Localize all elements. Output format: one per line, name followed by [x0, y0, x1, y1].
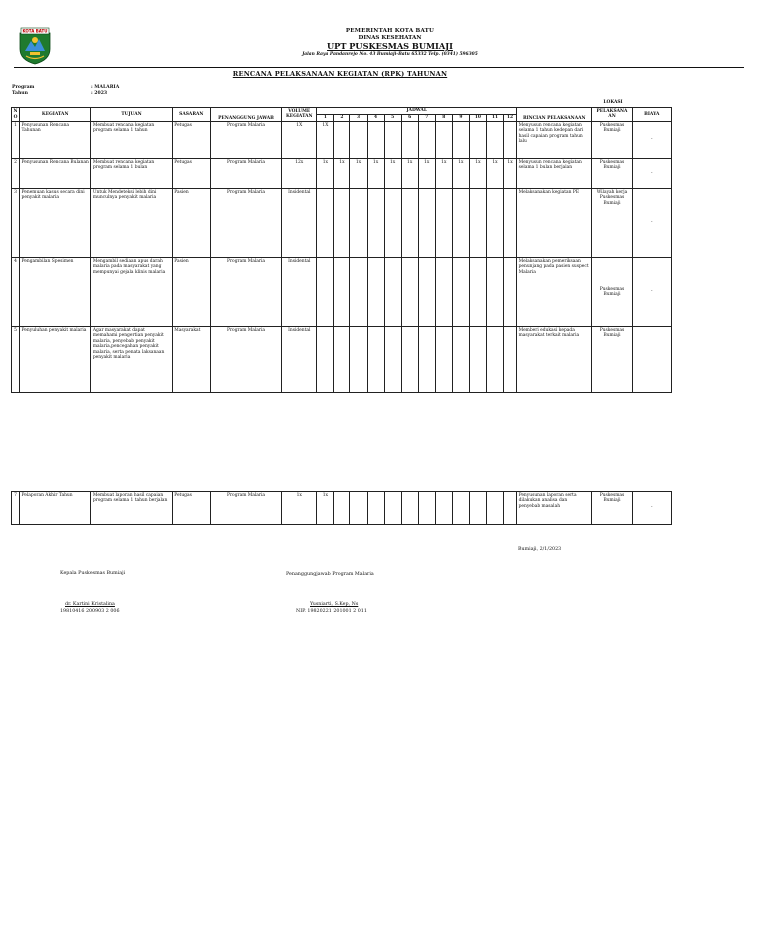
row-month-2	[334, 258, 350, 327]
signing-date: Bumiaji, 2/1/2023	[518, 547, 562, 552]
row-volume: Insidental	[282, 258, 317, 327]
row-month-10	[469, 122, 486, 159]
row-month-12	[504, 327, 517, 393]
row-month-11	[486, 327, 503, 393]
rpk-table	[11, 107, 672, 393]
row-month-7: 1x	[418, 159, 435, 189]
row-month-8	[435, 189, 452, 258]
row-sasaran: Pasien	[172, 189, 210, 258]
header-month-5: 5	[384, 115, 401, 122]
header-month-6: 6	[401, 115, 418, 122]
row-month-4	[367, 492, 384, 525]
row-month-11: 1x	[486, 159, 503, 189]
row-month-5	[384, 258, 401, 327]
row-month-1	[317, 189, 334, 258]
row-month-2	[334, 122, 350, 159]
row-kegiatan: Penemuan kasus secara dini penyakit malaria	[20, 189, 91, 258]
header-kegiatan: KEGIATAN	[20, 108, 91, 122]
row-volume: Insidental	[282, 189, 317, 258]
office-address: Jalan Raya Pandanrejo No. 43 Bumiaji-Batu 65332 Telp. (0341) 596305	[302, 52, 478, 57]
row-month-9	[452, 189, 469, 258]
row-month-6	[401, 258, 418, 327]
header-rincian: RINCIAN PELAKSANAAN	[517, 108, 592, 122]
row-kegiatan: Pengambilan Spesimen	[20, 258, 91, 327]
row-month-6	[401, 189, 418, 258]
pj-name: Yusniarti, S.Kep, Ns	[310, 602, 359, 607]
row-month-4	[367, 327, 384, 393]
row-month-10	[469, 492, 486, 525]
table-row	[12, 159, 672, 189]
row-lokasi: Wilayah kerja Puskesmas Bumiaji	[592, 189, 632, 258]
kepala-title: Kepala Puskesmas Bumiaji	[60, 571, 126, 576]
row-tujuan: Membuat laporan hasil capaian program selama 1 tahun berjalan	[91, 492, 172, 525]
row-month-8	[435, 327, 452, 393]
gov-name: PEMERINTAH KOTA BATU	[345, 28, 435, 34]
row-month-3	[350, 258, 367, 327]
row-lokasi: Puskesmas Bumiaji	[592, 159, 632, 189]
office-name: UPT PUSKESMAS BUMIAJI	[327, 41, 453, 51]
row-tujuan: Mengambil sediaan apus darah malaria pada masyarakat yang mempunyai gejala klinis malaria	[91, 258, 172, 327]
row-month-4	[367, 258, 384, 327]
row-month-3	[350, 492, 367, 525]
row-month-10	[469, 189, 486, 258]
row-month-12	[504, 258, 517, 327]
row-no: 7	[12, 492, 20, 525]
header-sasaran: SASARAN	[172, 108, 210, 122]
row-month-6	[401, 122, 418, 159]
row-rincian: Memberi edukasi kepada masyarakat terkait malaria	[517, 327, 592, 393]
row-month-3	[350, 122, 367, 159]
table-row	[12, 492, 672, 525]
row-tujuan: Agar masyarakat dapat memahami pengertian penyakit malaria, penyebab penyakit malaria,pencegahan penyakit malaria, serta penata laksanaan penyakit malaria	[91, 327, 172, 393]
row-biaya: -	[632, 189, 671, 258]
row-month-5	[384, 492, 401, 525]
row-month-7	[418, 492, 435, 525]
row-biaya: -	[632, 492, 671, 525]
row-month-7	[418, 258, 435, 327]
row-volume: Insidental	[282, 327, 317, 393]
row-month-8	[435, 258, 452, 327]
header-volume: VOLUME KEGIATAN	[282, 108, 317, 122]
row-tujuan: Membuat rencana kegiatan program selama 1 bulan	[91, 159, 172, 189]
row-month-3	[350, 189, 367, 258]
row-month-9	[452, 492, 469, 525]
header-month-8: 8	[435, 115, 452, 122]
row-month-6	[401, 327, 418, 393]
rpk-table-final-row	[11, 491, 672, 525]
row-lokasi: Puskesmas Bumiaji	[592, 327, 632, 393]
row-rincian: Penyusunan laporan serta dilakukan analisa dan penyebab masalah	[517, 492, 592, 525]
row-month-11	[486, 189, 503, 258]
row-volume: 12x	[282, 159, 317, 189]
row-month-9: 1x	[452, 159, 469, 189]
row-month-3: 1x	[350, 159, 367, 189]
row-month-8	[435, 122, 452, 159]
row-penanggung-jawab: Program Malaria	[210, 492, 281, 525]
row-month-12	[504, 492, 517, 525]
row-sasaran: Petugas	[172, 122, 210, 159]
table-row	[12, 327, 672, 393]
header-jadwal: JADWAL	[317, 108, 517, 115]
row-rincian: Melaksanakan kegiatan PE	[517, 189, 592, 258]
header-month-1: 1	[317, 115, 334, 122]
row-month-3	[350, 327, 367, 393]
row-month-1	[317, 258, 334, 327]
row-month-8: 1x	[435, 159, 452, 189]
row-no: 2	[12, 159, 20, 189]
tahun-label: Tahun	[12, 91, 28, 96]
header-penanggung-jawab: PENANGGUNG JAWAB	[210, 108, 281, 122]
row-volume: 1X	[282, 122, 317, 159]
row-month-10: 1x	[469, 159, 486, 189]
kepala-nip: 19810416 200903 2 006	[60, 609, 120, 614]
row-rincian: Melaksanakan pemeriksaan penunjang pada pasien suspect Malaria	[517, 258, 592, 327]
row-rincian: Menyusun rencana kegiatan selama 1 bulan berjalan	[517, 159, 592, 189]
row-sasaran: Petugas	[172, 159, 210, 189]
row-penanggung-jawab: Program Malaria	[210, 258, 281, 327]
row-month-5: 1x	[384, 159, 401, 189]
row-kegiatan: Penyuluhan penyakit malaria	[20, 327, 91, 393]
row-month-5	[384, 122, 401, 159]
row-month-1: 1x	[317, 492, 334, 525]
row-kegiatan: Pelaporan Akhir Tahun	[20, 492, 91, 525]
row-no: 5	[12, 327, 20, 393]
program-label: Program	[12, 85, 35, 90]
row-month-4	[367, 189, 384, 258]
header-no: NO	[12, 108, 20, 122]
table-row	[12, 258, 672, 327]
row-no: 1	[12, 122, 20, 159]
row-month-7	[418, 327, 435, 393]
row-sasaran: Petugas	[172, 492, 210, 525]
row-month-2: 1x	[334, 159, 350, 189]
row-month-9	[452, 327, 469, 393]
row-month-2	[334, 327, 350, 393]
header-month-3: 3	[350, 115, 367, 122]
row-kegiatan: Penyusunan Rencana Tahunan	[20, 122, 91, 159]
row-month-12: 1x	[504, 159, 517, 189]
row-month-5	[384, 189, 401, 258]
row-tujuan: Membuat rencana kegiatan program selama 1 tahun	[91, 122, 172, 159]
dept-name: DINAS KESEHATAN	[358, 35, 422, 41]
header-month-11: 11	[486, 115, 503, 122]
row-penanggung-jawab: Program Malaria	[210, 122, 281, 159]
header-month-12: 12	[504, 115, 517, 122]
row-month-2	[334, 189, 350, 258]
row-no: 3	[12, 189, 20, 258]
document-title: RENCANA PELAKSANAAN KEGIATAN (RPK) TAHUNAN	[232, 70, 448, 78]
row-month-2	[334, 492, 350, 525]
row-lokasi: Puskesmas Bumiaji	[592, 492, 632, 525]
row-penanggung-jawab: Program Malaria	[210, 159, 281, 189]
pj-title: Penanggungjawab Program Malaria	[286, 572, 374, 577]
row-month-1: 1x	[317, 159, 334, 189]
tahun-value: : 2023	[91, 91, 108, 96]
row-penanggung-jawab: Program Malaria	[210, 189, 281, 258]
row-month-5	[384, 327, 401, 393]
row-volume: 1x	[282, 492, 317, 525]
row-rincian: Menyusun rencana kegiatan selama 1 tahun kedepan dari hasil capaian program tahun lalu	[517, 122, 592, 159]
row-no: 4	[12, 258, 20, 327]
kepala-name: dr. Kartini Kristalina	[65, 602, 115, 607]
row-month-12	[504, 122, 517, 159]
row-lokasi: Puskesmas Bumiaji	[592, 122, 632, 159]
lokasi-header-top: LOKASI	[603, 100, 623, 105]
row-month-4	[367, 122, 384, 159]
header-month-7: 7	[418, 115, 435, 122]
row-month-7	[418, 189, 435, 258]
table-row	[12, 189, 672, 258]
pj-nip: NIP. 19820221 201001 2 011	[296, 609, 367, 614]
header-tujuan: TUJUAN	[91, 108, 172, 122]
row-month-11	[486, 122, 503, 159]
row-month-9	[452, 258, 469, 327]
row-month-1: 1X	[317, 122, 334, 159]
header-month-2: 2	[334, 115, 350, 122]
header-month-10: 10	[469, 115, 486, 122]
row-biaya: -	[632, 159, 671, 189]
row-month-4: 1x	[367, 159, 384, 189]
row-month-8	[435, 492, 452, 525]
row-biaya	[632, 327, 671, 393]
row-month-10	[469, 327, 486, 393]
row-month-6	[401, 492, 418, 525]
row-sasaran: Masyarakat	[172, 327, 210, 393]
header-biaya: BIAYA	[632, 108, 671, 122]
row-biaya: -	[632, 122, 671, 159]
header-month-4: 4	[367, 115, 384, 122]
row-month-7	[418, 122, 435, 159]
kota-batu-logo	[18, 27, 52, 65]
row-month-12	[504, 189, 517, 258]
row-sasaran: Pasien	[172, 258, 210, 327]
header-divider	[14, 67, 744, 68]
row-tujuan: Untuk Mendeteksi lebih dini munculnya penyakit malaria	[91, 189, 172, 258]
program-value: : MALARIA	[91, 85, 120, 90]
header-lokasi: PELAKSANA AN	[592, 108, 632, 122]
row-month-11	[486, 492, 503, 525]
row-penanggung-jawab: Program Malaria	[210, 327, 281, 393]
row-lokasi: Puskesmas Bumiaji	[592, 258, 632, 327]
logo-label: KOTA BATU	[22, 28, 48, 34]
row-kegiatan: Penyusunan Rencana Bulanan	[20, 159, 91, 189]
row-month-10	[469, 258, 486, 327]
table-row	[12, 122, 672, 159]
row-month-1	[317, 327, 334, 393]
row-month-11	[486, 258, 503, 327]
row-month-6: 1x	[401, 159, 418, 189]
row-biaya: -	[632, 258, 671, 327]
header-month-9: 9	[452, 115, 469, 122]
row-month-9	[452, 122, 469, 159]
